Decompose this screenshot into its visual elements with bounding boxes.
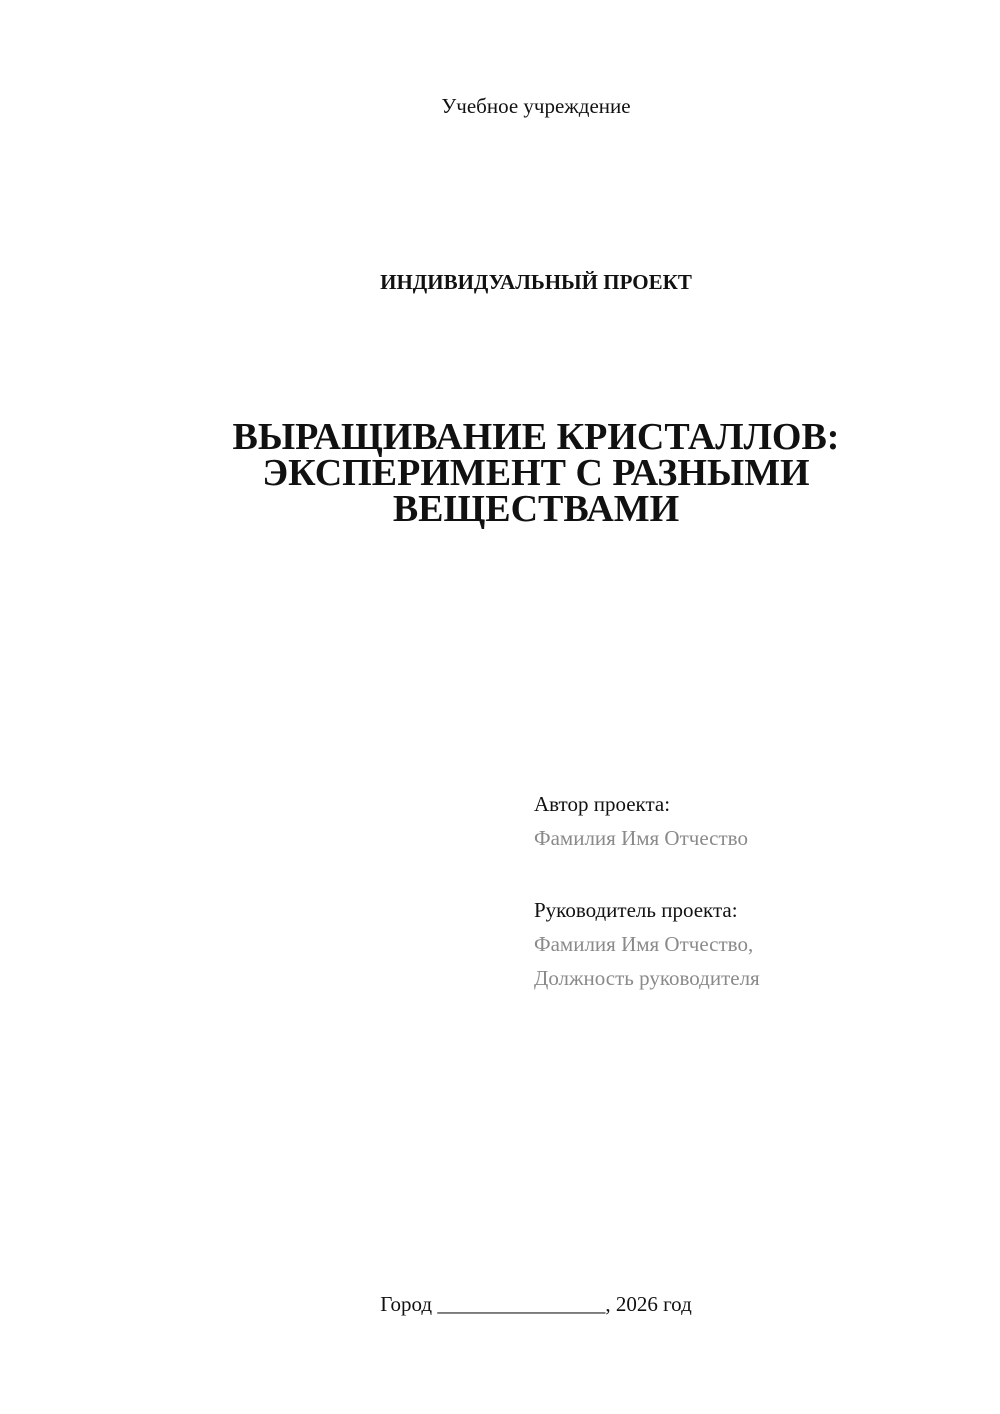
supervisor-position: Должность руководителя <box>534 966 760 990</box>
institution-name: Учебное учреждение <box>441 94 631 118</box>
city-and-year: Город ________________, 2026 год <box>380 1292 692 1316</box>
title-line-2: ЭКСПЕРИМЕНТ С РАЗНЫМИ <box>262 452 810 494</box>
author-label: Автор проекта: <box>534 792 671 816</box>
document-type: ИНДИВИДУАЛЬНЫЙ ПРОЕКТ <box>380 270 692 294</box>
author-name: Фамилия Имя Отчество <box>534 826 748 850</box>
supervisor-label: Руководитель проекта: <box>534 898 738 922</box>
title-line-3: ВЕЩЕСТВАМИ <box>392 488 680 530</box>
supervisor-name: Фамилия Имя Отчество, <box>534 932 754 956</box>
project-info-block <box>534 787 954 995</box>
document-title <box>0 416 1000 530</box>
title-line-1: ВЫРАЩИВАНИЕ КРИСТАЛЛОВ: <box>232 416 840 458</box>
info-spacer <box>534 855 954 893</box>
